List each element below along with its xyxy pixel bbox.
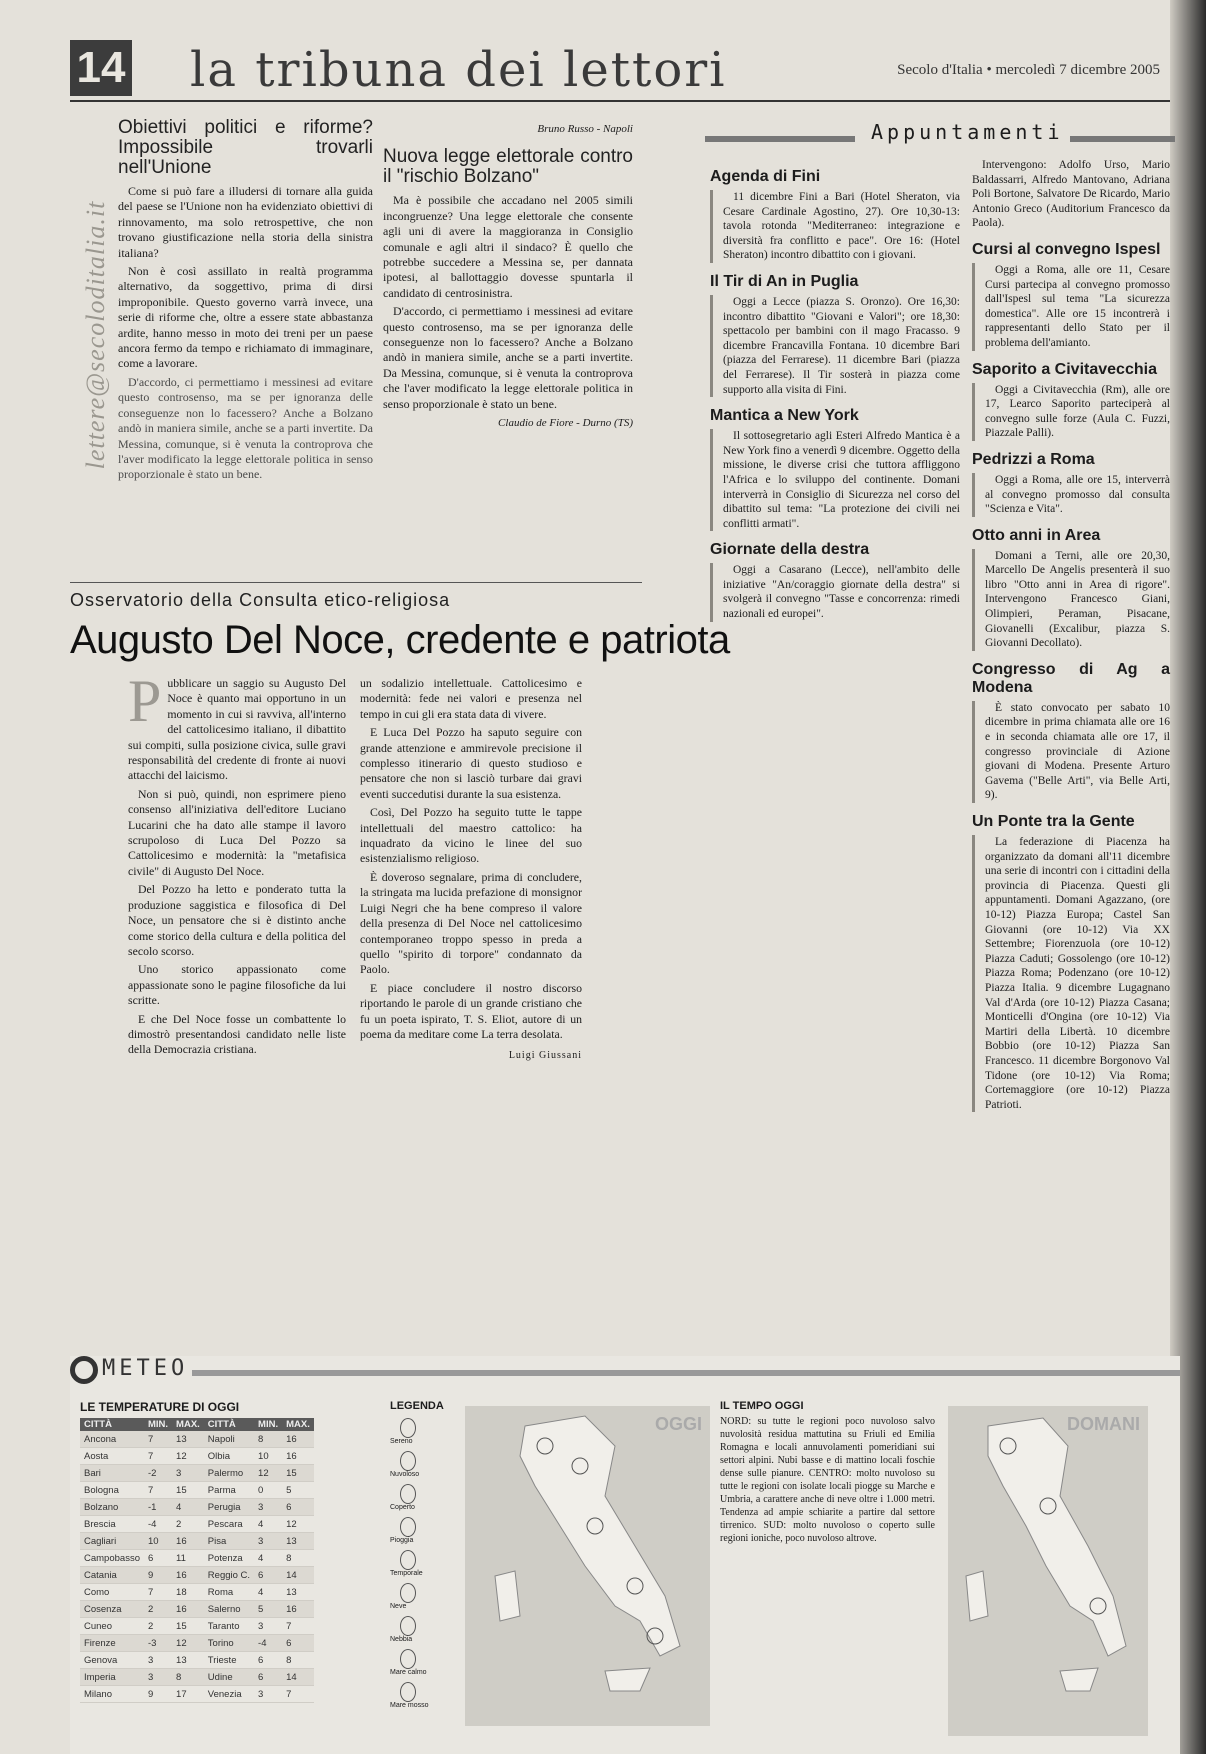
letter-paragraph: Non è così assillato in realtà programma alternativo, da soggettivo, prima di dirsi improponibile. Questo governo varrà invece, una serie di riforme che, oltre a essere state abbastanza ardite, hanno messo in moto dei treni per un paese ancora fermo da tempo e richiamato di immaginare, come a lavorare. bbox=[118, 264, 373, 371]
table-row bbox=[80, 1584, 314, 1601]
weather-icon bbox=[400, 1616, 416, 1636]
article-paragraph: È doveroso segnalare, prima di concludere, la stringata ma lucida prefazione di monsignor Luigi Negri che ha bene compreso il valore della presenza di Del Noce nel cattolicesimo contemporaneo troppo spesso in preda a quello "spirito di torpore" condannato da Paolo. bbox=[360, 869, 582, 977]
table-cell: 6 bbox=[254, 1567, 282, 1584]
table-cell: 11 bbox=[172, 1550, 204, 1567]
article-paragraph: E piace concludere il nostro discorso riportando le parole di un grande cristiano che fu un poeta ispirato, T. S. Eliot, autore di un poema da meditare come La terra desolata. bbox=[360, 980, 582, 1041]
appointment-text: Intervengono: Adolfo Urso, Mario Baldassarri, Alfredo Mantovano, Adriana Poli Bortone, Salvatore De Ricardo, Mario Antonio Greco (Auditorium Francesco da Paola). bbox=[972, 159, 1170, 230]
legend-label: Neve bbox=[390, 1603, 407, 1610]
map-label-tomorrow: DOMANI bbox=[1067, 1414, 1140, 1434]
table-cell: Pescara bbox=[204, 1516, 254, 1533]
appointment-heading: Mantica a New York bbox=[710, 407, 859, 425]
table-cell: -4 bbox=[254, 1635, 282, 1652]
drop-cap: P bbox=[128, 668, 162, 734]
table-cell: Aosta bbox=[80, 1448, 144, 1465]
legend-label: Pioggia bbox=[390, 1537, 414, 1544]
appuntamenti-left-column bbox=[710, 158, 960, 624]
vertical-site-banner bbox=[66, 120, 110, 560]
table-cell: 16 bbox=[172, 1567, 204, 1584]
legend-item bbox=[390, 1484, 445, 1511]
table-cell: 7 bbox=[144, 1431, 172, 1448]
letter-paragraph: Come si può fare a illudersi di tornare alla guida del paese se l'Unione non ha evidenziato obiettivi di rinnovamento, ma solo retrospettive, che non trovano giustificazione nella storia della sinistra italiana? bbox=[118, 184, 373, 260]
table-cell: Cuneo bbox=[80, 1618, 144, 1635]
appointment-text: La federazione di Piacenza ha organizzato da domani all'11 dicembre una serie di incontri con i cittadini della provincia di Piacenza. Questi gli appuntamenti. Domani Agazzano, (ore 10-12) Piazza Europa; Castel San Giovanni (ore 10-12) Via XX Settembre; Fiorenzuola (ore 10-12) Piazza Caduti; Gossolengo (ore 10-12) Piazza Roma; Podenzano (ore 10-12) Piazza Italia. 9 dicembre Lugagnano Val d'Arda (ore 10-12) Piazza Casana; Monticelli d'Ongina (ore 10-12) Via Martiri della Libertà. 10 dicembre Bobbio (ore 10-12) Piazza San Francesco. 11 dicembre Borgonovo Val Tidone (ore 10-12) Via Roma; Cortemaggiore (ore 10-12) Piazza Patrioti. bbox=[985, 836, 1170, 1111]
article-paragraph: E che Del Noce fosse un combattente lo dimostrò presentandosi candidato nelle liste della Democrazia cristiana. bbox=[128, 1011, 346, 1057]
table-cell: 9 bbox=[144, 1686, 172, 1703]
letter-column-2 bbox=[383, 118, 633, 442]
appointment-text: Il sottosegretario agli Esteri Alfredo Mantica è a New York fino a venerdì 9 dicembre. Oggetto della missione, le diverse crisi che tuttora affliggono l'Africa e lo sviluppo del continente. Domani interverrà in Consiglio di Sicurezza nel corso del dibattito sul tema: "La protezione dei civili nei conflitti armati". bbox=[723, 430, 960, 530]
table-cell: Palermo bbox=[204, 1465, 254, 1482]
table-cell: 6 bbox=[254, 1669, 282, 1686]
table-cell: 3 bbox=[254, 1686, 282, 1703]
temperature-table-title: LE TEMPERATURE DI OGGI bbox=[80, 1400, 240, 1414]
legend-label: Temporale bbox=[390, 1570, 423, 1577]
weather-icon bbox=[400, 1484, 416, 1504]
letter-paragraph: D'accordo, ci permettiamo i messinesi ad evitare questo controsenso, ma se per ignoranza delle conseguenze non lo facessero? Anche a Bolzano andò in maniera simile, anche se a parti invertite. Da Messina, comunque, si è venuta la controprova che l'aver modificato la legge elettorale politica in senso proporzionale è stato un bene. bbox=[383, 304, 633, 411]
weather-map-today bbox=[465, 1406, 710, 1726]
section-divider bbox=[70, 582, 642, 583]
weather-forecast-text bbox=[720, 1400, 935, 1545]
map-label-today: OGGI bbox=[654, 1414, 702, 1434]
table-cell: 3 bbox=[254, 1533, 282, 1550]
legend-item bbox=[390, 1616, 445, 1643]
table-cell: 10 bbox=[254, 1448, 282, 1465]
table-cell: 15 bbox=[282, 1465, 314, 1482]
table-cell: 2 bbox=[172, 1516, 204, 1533]
page-header bbox=[70, 40, 1170, 102]
article-paragraph: un sodalizio intellettuale. Cattolicesimo e modernità: fede nei valori e presenza nel tempo in cui gli era stata data di vivere. bbox=[360, 676, 582, 721]
appointment-text: Domani a Terni, alle ore 20,30, Marcello De Angelis presenterà il suo libro "Otto anni in Area di rigore". Intervengono Francesco Giani, Olimpieri, Peraman, Pisacane, Giovanelli (Excalibur, piazza S. Giovanni Decollato). bbox=[985, 549, 1170, 650]
table-cell: 16 bbox=[172, 1601, 204, 1618]
legend-title: LEGENDA bbox=[390, 1400, 444, 1412]
table-cell: 7 bbox=[282, 1618, 314, 1635]
date-line: Secolo d'Italia • mercoledì 7 dicembre 2005 bbox=[897, 62, 1160, 78]
letter-paragraph: D'accordo, ci permettiamo i messinesi ad evitare questo controsenso, ma se per ignoranza delle conseguenze non lo facessero? Anche a Bolzano andò in maniera simile, anche se a parti invertite. Da Messina, comunque, si è venuta la controprova che l'aver modificato la legge elettorale politica in senso proporzionale è stato un bene. bbox=[118, 374, 373, 482]
site-address: lettere@secoloditalia.it bbox=[81, 200, 110, 470]
table-cell: 13 bbox=[282, 1533, 314, 1550]
article-paragraph: Uno storico appassionato come appassionate sono le pagine filosofiche da lui scritte. bbox=[128, 962, 346, 1008]
table-cell: Milano bbox=[80, 1686, 144, 1703]
appointment-heading: Otto anni in Area bbox=[972, 526, 1101, 544]
table-cell: Roma bbox=[204, 1584, 254, 1601]
table-cell: 14 bbox=[282, 1567, 314, 1584]
table-cell: 6 bbox=[254, 1652, 282, 1669]
table-cell: Venezia bbox=[204, 1686, 254, 1703]
letter-signature: Bruno Russo - Napoli bbox=[537, 123, 633, 135]
table-cell: 16 bbox=[282, 1431, 314, 1448]
article-kicker: Osservatorio della Consulta etico-religiosa bbox=[70, 590, 451, 610]
letter-paragraph: Ma è possibile che accadano nel 2005 simili incongruenze? Una legge elettorale che consente agli uni di avere la maggioranza in Consiglio comunale e agli altri il sindaco? È quello che potrebbe succedere a Messina se, per dannata ipotesi, al ballottaggio dovesse spuntarla il candidato di centrosinistra. bbox=[383, 193, 633, 300]
table-row bbox=[80, 1533, 314, 1550]
appointment-heading: Giornate della destra bbox=[710, 541, 870, 559]
table-row bbox=[80, 1618, 314, 1635]
appuntamenti-title: Appuntamenti bbox=[865, 120, 1070, 144]
article-paragraph: E Luca Del Pozzo ha saputo seguire con grande attenzione e ammirevole precisione il complesso itinerario di questo studioso e pensatore che non si lasciò turbare dai gravi eventi succedutisi durante la sua esistenza. bbox=[360, 725, 582, 801]
table-cell: 3 bbox=[254, 1499, 282, 1516]
header-rule bbox=[705, 136, 855, 142]
appointment-text: Oggi a Casarano (Lecce), nell'ambito delle iniziative "An/coraggio giornate della destra" si svolgerà il convegno "Tasse e concorrenza: rimedi nazionali ed europei". bbox=[723, 564, 960, 621]
appointment-heading: Pedrizzi a Roma bbox=[972, 450, 1095, 468]
article-byline: Luigi Giussani bbox=[508, 1050, 582, 1062]
table-cell: 3 bbox=[254, 1618, 282, 1635]
table-row bbox=[80, 1482, 314, 1499]
table-cell: 10 bbox=[144, 1533, 172, 1550]
italy-map-today bbox=[465, 1406, 710, 1726]
table-cell: 0 bbox=[254, 1482, 282, 1499]
weather-icon bbox=[400, 1682, 416, 1702]
weather-icon bbox=[400, 1583, 416, 1603]
column-header: CITTÀ bbox=[204, 1418, 254, 1431]
table-cell: 3 bbox=[144, 1652, 172, 1669]
page-number: 14 bbox=[70, 40, 132, 96]
column-header: MAX. bbox=[282, 1418, 314, 1431]
weather-icon bbox=[400, 1451, 416, 1471]
table-row bbox=[80, 1499, 314, 1516]
table-cell: 7 bbox=[282, 1686, 314, 1703]
table-cell: 7 bbox=[144, 1448, 172, 1465]
meteo-title: METEO bbox=[98, 1356, 192, 1381]
table-cell: 4 bbox=[172, 1499, 204, 1516]
table-cell: 8 bbox=[282, 1652, 314, 1669]
article-column-2 bbox=[360, 676, 582, 1064]
table-cell: 18 bbox=[172, 1584, 204, 1601]
table-cell: Udine bbox=[204, 1669, 254, 1686]
table-cell: 13 bbox=[172, 1652, 204, 1669]
table-cell: -3 bbox=[144, 1635, 172, 1652]
column-header: MAX. bbox=[172, 1418, 204, 1431]
appointment-text: Oggi a Lecce (piazza S. Oronzo). Ore 16,30: incontro dibattito "Giovani e Valori"; ore 18,30: spettacolo per bambini con il mago Fracasso. 9 dicembre Francavilla Fontana. 10 dicembre Bari (piazza del Ferrarese). 11 dicembre Bari (piazza del Ferrarese). Il Tir sosterà in piazza come supporto alla visita di Fini. bbox=[723, 295, 960, 396]
article-paragraph: ubblicare un saggio su Augusto Del Noce è quanto mai opportuno in un momento in cui si ravviva, all'interno del cattolicesimo italiano, il dibattito sui compiti, sulla posizione civica, sulle gravi responsabilità del credente di fronte ai nuovi attacchi del laicismo. bbox=[128, 676, 346, 783]
legend-label: Nebbia bbox=[390, 1636, 413, 1643]
legend-item bbox=[390, 1418, 445, 1445]
table-cell: 16 bbox=[282, 1448, 314, 1465]
table-cell: 12 bbox=[172, 1635, 204, 1652]
legend-label: Mare mosso bbox=[390, 1702, 429, 1709]
table-cell: 7 bbox=[144, 1584, 172, 1601]
appointment-text: Oggi a Roma, alle ore 11, Cesare Cursi partecipa al convegno promosso dall'Ispesl sul tema "La sicurezza domestica". Alle ore 15 incontrerà i rappresentanti dello Stato per il problema dell'amianto. bbox=[985, 263, 1170, 349]
table-cell: 12 bbox=[282, 1516, 314, 1533]
forecast-title: IL TEMPO OGGI bbox=[720, 1400, 804, 1412]
table-row bbox=[80, 1686, 314, 1703]
legend-label: Mare calmo bbox=[390, 1669, 427, 1676]
appointment-heading: Un Ponte tra la Gente bbox=[972, 813, 1135, 830]
table-cell: Napoli bbox=[204, 1431, 254, 1448]
table-cell: Bologna bbox=[80, 1482, 144, 1499]
table-cell: 14 bbox=[282, 1669, 314, 1686]
letter-column-1 bbox=[118, 118, 373, 486]
table-cell: Pisa bbox=[204, 1533, 254, 1550]
table-cell: 6 bbox=[282, 1635, 314, 1652]
table-row bbox=[80, 1669, 314, 1686]
table-cell: -4 bbox=[144, 1516, 172, 1533]
table-cell: Parma bbox=[204, 1482, 254, 1499]
table-cell: Olbia bbox=[204, 1448, 254, 1465]
article-paragraph: Non si può, quindi, non esprimere pieno consenso all'iniziativa dell'editore Luciano Lucarini che ha dato alle stampe il lavoro scrupoloso di Luca Del Pozzo sa Cattolicesimo e modernità: la "metafisica civile" di Augusto Del Noce. bbox=[128, 786, 346, 878]
table-row bbox=[80, 1652, 314, 1669]
table-cell: Taranto bbox=[204, 1618, 254, 1635]
legend-label: Sereno bbox=[390, 1438, 413, 1445]
table-row bbox=[80, 1431, 314, 1448]
appointment-heading: Congresso di Ag a Modena bbox=[972, 660, 1170, 696]
table-cell: 6 bbox=[144, 1550, 172, 1567]
table-row bbox=[80, 1601, 314, 1618]
table-cell: Genova bbox=[80, 1652, 144, 1669]
legend-item bbox=[390, 1649, 445, 1676]
table-cell: Torino bbox=[204, 1635, 254, 1652]
table-cell: 6 bbox=[282, 1499, 314, 1516]
article-paragraph: Del Pozzo ha letto e ponderato tutta la produzione saggistica e filosofica di Del Noce, un pensatore che si è distinto anche come storico della cultura e della politica del secolo scorso. bbox=[128, 882, 346, 958]
sun-icon bbox=[70, 1356, 98, 1384]
letter-title: Obiettivi politici e riforme? Impossibile trovarli nell'Unione bbox=[118, 117, 373, 178]
table-cell: Perugia bbox=[204, 1499, 254, 1516]
letter-signature: Claudio de Fiore - Durno (TS) bbox=[498, 417, 633, 430]
table-cell: Firenze bbox=[80, 1635, 144, 1652]
appointment-heading: Il Tir di An in Puglia bbox=[710, 272, 859, 290]
weather-icon bbox=[400, 1418, 416, 1438]
table-cell: Campobasso bbox=[80, 1550, 144, 1567]
table-row bbox=[80, 1516, 314, 1533]
table-cell: Como bbox=[80, 1584, 144, 1601]
table-cell: 16 bbox=[172, 1533, 204, 1550]
column-header: CITTÀ bbox=[80, 1418, 144, 1431]
legend-item bbox=[390, 1451, 445, 1478]
weather-icon bbox=[400, 1517, 416, 1537]
table-cell: 5 bbox=[254, 1601, 282, 1618]
table-cell: 8 bbox=[282, 1550, 314, 1567]
appointment-heading: Saporito a Civitavecchia bbox=[972, 360, 1157, 378]
column-header: MIN. bbox=[144, 1418, 172, 1431]
article-headline: Augusto Del Noce, credente e patriota bbox=[70, 618, 730, 662]
appointment-text: 11 dicembre Fini a Bari (Hotel Sheraton, via Cesare Cardinale Agostino, 27). Ore 10,30-13: tavola rotonda "Mediterraneo: integrazione e diversità fra conflitto e pace". Ore 16: (Hotel Sheraton) incontro dibattito con i giovani. bbox=[723, 191, 960, 262]
table-cell: Reggio C. bbox=[204, 1567, 254, 1584]
table-row bbox=[80, 1567, 314, 1584]
weather-icon bbox=[400, 1550, 416, 1570]
appuntamenti-header bbox=[705, 120, 1175, 154]
table-cell: Cagliari bbox=[80, 1533, 144, 1550]
table-row bbox=[80, 1465, 314, 1482]
table-cell: Salerno bbox=[204, 1601, 254, 1618]
appuntamenti-right-column bbox=[972, 158, 1170, 1114]
table-cell: 15 bbox=[172, 1482, 204, 1499]
section-title: la tribuna dei lettori bbox=[190, 42, 727, 98]
legend-item bbox=[390, 1550, 445, 1577]
appointment-heading: Cursi al convegno Ispesl bbox=[972, 240, 1161, 258]
table-cell: 3 bbox=[172, 1465, 204, 1482]
appointment-text: Oggi a Roma, alle ore 15, interverrà al convegno promosso dal consulta "Scienza e Vita". bbox=[985, 473, 1170, 516]
table-cell: 8 bbox=[172, 1669, 204, 1686]
article-column-1 bbox=[128, 668, 346, 1061]
table-row bbox=[80, 1448, 314, 1465]
letter-title: Nuova legge elettorale contro il "rischio Bolzano" bbox=[383, 146, 633, 188]
table-cell: 3 bbox=[144, 1669, 172, 1686]
table-cell: -2 bbox=[144, 1465, 172, 1482]
table-cell: -1 bbox=[144, 1499, 172, 1516]
table-cell: 9 bbox=[144, 1567, 172, 1584]
table-cell: 7 bbox=[144, 1482, 172, 1499]
table-cell: 17 bbox=[172, 1686, 204, 1703]
meteo-rule bbox=[130, 1370, 1180, 1376]
appointment-text: È stato convocato per sabato 10 dicembre in prima chiamata alle ore 16 e in seconda chiamata alle ore 17, il congresso provinciale di Azione giovani di Modena. Presente Arturo Gavema ("Belle Arti", via Belle Arti, 9). bbox=[985, 701, 1170, 802]
table-cell: 4 bbox=[254, 1584, 282, 1601]
temperature-table bbox=[80, 1418, 314, 1703]
table-cell: Trieste bbox=[204, 1652, 254, 1669]
table-row bbox=[80, 1635, 314, 1652]
legend-item bbox=[390, 1517, 445, 1544]
legend-item bbox=[390, 1583, 445, 1610]
table-cell: 4 bbox=[254, 1550, 282, 1567]
appointment-text: Oggi a Civitavecchia (Rm), alle ore 17, Learco Saporito parteciperà al convegno sulle forze (Aula C. Fuzzi, Piazzale Palli). bbox=[985, 383, 1170, 440]
meteo-section bbox=[70, 1356, 1180, 1754]
table-cell: 16 bbox=[282, 1601, 314, 1618]
table-cell: 13 bbox=[172, 1431, 204, 1448]
legend-label: Coperto bbox=[390, 1504, 415, 1511]
weather-legend bbox=[390, 1400, 445, 1709]
table-cell: 4 bbox=[254, 1516, 282, 1533]
table-cell: 2 bbox=[144, 1601, 172, 1618]
italy-map-tomorrow bbox=[948, 1406, 1148, 1736]
table-cell: Brescia bbox=[80, 1516, 144, 1533]
table-cell: 12 bbox=[172, 1448, 204, 1465]
weather-icon bbox=[400, 1649, 416, 1669]
table-cell: Imperia bbox=[80, 1669, 144, 1686]
table-cell: 2 bbox=[144, 1618, 172, 1635]
table-cell: Bolzano bbox=[80, 1499, 144, 1516]
table-cell: Catania bbox=[80, 1567, 144, 1584]
table-cell: 13 bbox=[282, 1584, 314, 1601]
table-row bbox=[80, 1550, 314, 1567]
column-header: MIN. bbox=[254, 1418, 282, 1431]
table-cell: Bari bbox=[80, 1465, 144, 1482]
table-cell: Ancona bbox=[80, 1431, 144, 1448]
weather-map-tomorrow bbox=[948, 1406, 1148, 1736]
article-paragraph: Così, Del Pozzo ha seguito tutte le tappe intellettuali del maestro cattolico: ha inquadrato da vicino le linee del suo esistenzialismo religioso. bbox=[360, 805, 582, 866]
legend-item bbox=[390, 1682, 445, 1709]
forecast-body: NORD: su tutte le regioni poco nuvoloso salvo nuvolosità residua mattutina su Friuli ed Emilia Romagna e locali annuvolamenti pomeridiani sui settori alpini. Nubi basse e di mattino locali foschie dense sulle pianure. CENTRO: molto nuvoloso su tutte le regioni con isolate locali piogge su Marche e Umbria, a carattere anche di neve oltre i 1.000 metri. Tendenza ad ampie schiarite a partire dal settore tirrenico. SUD: molto nuvoloso o coperto sulle regioni ioniche, poco nuvoloso altrove. bbox=[720, 1416, 935, 1544]
table-cell: 15 bbox=[172, 1618, 204, 1635]
table-cell: Cosenza bbox=[80, 1601, 144, 1618]
table-cell: Potenza bbox=[204, 1550, 254, 1567]
table-cell: 8 bbox=[254, 1431, 282, 1448]
legend-label: Nuvoloso bbox=[390, 1471, 420, 1478]
appointment-heading: Agenda di Fini bbox=[710, 168, 821, 185]
table-cell: 5 bbox=[282, 1482, 314, 1499]
table-cell: 12 bbox=[254, 1465, 282, 1482]
